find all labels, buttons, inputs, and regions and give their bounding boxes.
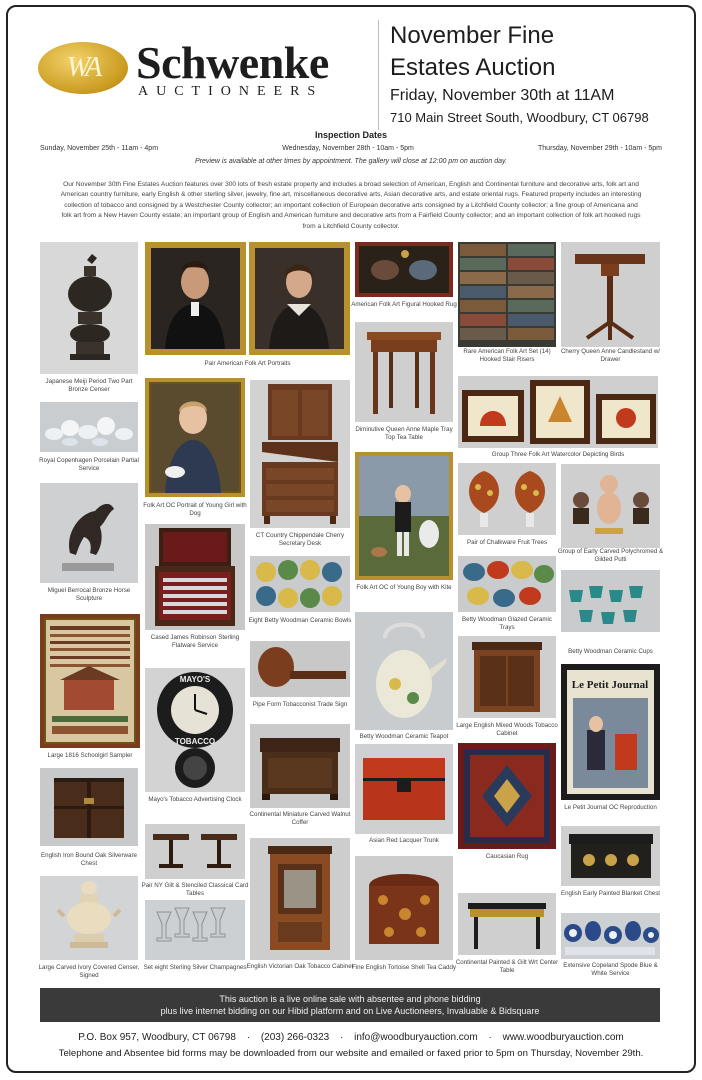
lot-caption: Group Three Folk Art Watercolor Depicting Birds	[491, 451, 625, 458]
lot-sampler	[40, 614, 140, 759]
lot-fruit-trees	[458, 463, 556, 546]
lot-caption: Large English Mixed Woods Tobacco Cabinet	[456, 722, 558, 737]
candlestand-photo	[561, 242, 660, 347]
cups-photo	[561, 570, 660, 632]
lot-putti	[557, 464, 664, 563]
lot-caption: English Victorian Oak Tobacco Cabinet	[246, 963, 354, 970]
auction-date: Friday, November 30th at 11AM	[390, 87, 615, 104]
lot-caption: Folk Art OC Portrait of Young Girl with Dog	[143, 502, 247, 517]
inspection-date: Thursday, November 29th - 10am - 5pm	[538, 145, 662, 152]
lot-teapot	[355, 612, 453, 740]
spode-photo	[561, 913, 660, 959]
tea-caddy-photo	[355, 856, 453, 960]
boy-portrait-photo	[355, 452, 453, 580]
petit-journal-photo	[561, 664, 660, 800]
lot-silverware-chest	[40, 768, 138, 867]
inspection-title: Inspection Dates	[314, 130, 388, 140]
lot-desk	[250, 380, 350, 547]
absentee-note: Telephone and Absentee bid forms may be downloaded from our website and emailed or faxed prior to 5pm on Thursday, November 29th.	[58, 1048, 644, 1059]
lot-caption: Continental Miniature Carved Walnut Coffer	[249, 811, 351, 826]
lot-petit-journal	[561, 664, 660, 811]
lot-caption: Large 1816 Schoolgirl Sampler	[47, 752, 133, 759]
lot-lacquer-trunk	[355, 744, 453, 844]
lot-caption: Fine English Tortoise Shell Tea Caddy	[352, 964, 456, 971]
lot-caption: Eight Betty Woodman Ceramic Bowls	[248, 617, 352, 624]
lot-caption: Betty Woodman Glazed Ceramic Trays	[462, 616, 552, 631]
logo-text: WA	[66, 52, 100, 83]
glazed-trays-photo	[458, 556, 556, 612]
lot-caption: Royal Copenhagen Porcelain Partial Service	[39, 457, 139, 472]
center-table-photo	[458, 893, 556, 955]
lot-tobacco-cabinet-2	[246, 838, 354, 970]
ceramic-bowls-photo	[250, 556, 350, 612]
tobacco-cabinet-2-photo	[250, 838, 350, 960]
caucasian-rug-photo	[458, 743, 556, 849]
lot-glazed-trays	[458, 556, 556, 631]
silverware-chest-photo	[40, 768, 138, 846]
girl-portrait-photo	[145, 378, 245, 497]
chest-walnut-photo	[250, 724, 350, 808]
desk-photo	[250, 380, 350, 528]
lot-caption: Betty Woodman Ceramic Cups	[568, 648, 653, 655]
flatware-photo	[145, 524, 245, 630]
lot-painted-chest	[560, 826, 661, 897]
brand-subtitle: AUCTIONEERS	[138, 84, 324, 99]
fruit-trees-photo	[458, 463, 556, 535]
hooked-rug-photo	[355, 242, 453, 297]
lot-candlestand	[560, 242, 661, 363]
journal-masthead: Le Petit Journal	[571, 679, 649, 691]
auction-logo	[38, 42, 128, 94]
inspection-dates	[40, 145, 662, 152]
lot-hooked-rug	[351, 242, 457, 308]
lot-caption: Rare American Folk Art Set (14) Hooked Stair Risers	[463, 348, 551, 363]
painted-chest-photo	[561, 826, 660, 886]
pipe-sign-photo	[250, 641, 350, 697]
lot-caption: Cherry Queen Anne Candlestand w/ Drawer	[560, 348, 661, 363]
champagnes-photo	[145, 900, 245, 960]
portraits-photo	[145, 242, 350, 355]
clock-face-text: MAYO'S	[179, 675, 211, 684]
lot-caption: Mayo's Tobacco Advertising Clock	[148, 796, 242, 803]
lot-caption: Group of Early Carved Polychromed & Gilded Putti	[557, 548, 664, 563]
teapot-photo	[355, 612, 453, 730]
lot-girl-portrait	[143, 378, 247, 517]
phone-number[interactable]: (203) 266-0323	[260, 1032, 330, 1043]
lot-card-tables	[141, 824, 249, 897]
clock-brand-text: TOBACCO	[174, 737, 216, 746]
lot-portraits	[145, 242, 350, 367]
lot-caption: Pipe Form Tobacconist Trade Sign	[252, 701, 348, 708]
lot-stair-risers	[458, 242, 556, 363]
putti-photo	[561, 464, 660, 548]
censer-photo	[40, 242, 138, 374]
lot-flatware	[145, 524, 245, 649]
clock-photo	[145, 668, 245, 792]
lot-censer	[40, 242, 138, 393]
separator: ·	[246, 1032, 251, 1043]
preview-note: Preview is available at other times by appointment. The gallery will close at 12:00 pm on auction day.	[195, 158, 507, 165]
card-tables-photo	[145, 824, 245, 879]
lot-tea-caddy	[352, 856, 456, 971]
lot-ivory-censer	[38, 876, 140, 979]
lot-caption: English Iron Bound Oak Silverware Chest	[41, 852, 137, 867]
brand-name: Schwenke	[136, 37, 329, 88]
intro-paragraph: Our November 30th Fine Estates Auction features over 300 lots of fresh estate property and includes a broad selection of American, English and Continental furniture and decorative arts, folk art and American country furniture, early English & other sterling silver, jewelry, fine art, miscellaneous decorative arts, Asian decorative arts, and estate oriental rugs. Featured property includes an interesting collection of tobacco and consigned by a Westchester County collector; an important collection of European decorative arts consigned by a Litchfield County collector; a fine group of Americana and folk art from a New Haven County estate; an important group of English and American furniture and decorative arts from a Fairfield County collector; and an important collection of folk art hooked rugs from a Litchfield County collector.	[60, 181, 642, 230]
stair-risers-photo	[458, 242, 556, 347]
lot-spode	[561, 913, 660, 977]
lot-tea-table	[355, 322, 453, 441]
lot-caption: Pair American Folk Art Portraits	[204, 360, 291, 367]
contact-line	[0, 1032, 702, 1043]
lot-caption: Diminutive Queen Anne Maple Tray Top Tea Table	[355, 426, 453, 441]
inspection-date: Wednesday, November 28th - 10am - 5pm	[282, 145, 414, 152]
lot-caption: Betty Woodman Ceramic Teapot	[359, 733, 449, 740]
banner-line: plus live internet bidding on our Hibid platform and on Live Auctioneers, Invaluable & Bidsquare	[160, 1006, 540, 1016]
lot-boy-portrait	[355, 452, 453, 591]
lot-caption: American Folk Art Figural Hooked Rug	[351, 301, 457, 308]
lot-caption: English Early Painted Blanket Chest	[560, 890, 661, 897]
lot-caption: Folk Art OC of Young Boy with Kite	[356, 584, 452, 591]
sampler-photo	[40, 614, 140, 748]
ivory-censer-photo	[40, 876, 138, 960]
lot-caption: Set eight Sterling Silver Champagnes	[143, 964, 247, 971]
tea-table-photo	[355, 322, 453, 422]
lot-horse	[40, 483, 138, 602]
lot-chest-walnut	[249, 724, 351, 826]
lot-porcelain	[39, 402, 139, 472]
auction-address: 710 Main Street South, Woodbury, CT 06798	[390, 110, 649, 125]
lot-caption: Large Carved Ivory Covered Censer, Signed	[38, 964, 140, 979]
lot-caption: Asian Red Lacquer Trunk	[369, 837, 439, 844]
lot-cups	[561, 570, 660, 655]
separator: ·	[340, 1032, 344, 1043]
horse-photo	[40, 483, 138, 583]
auction-title-line2: Estates Auction	[390, 54, 556, 81]
lot-caption: Japanese Meiji Period Two Part Bronze Censer	[45, 378, 133, 393]
lacquer-trunk-photo	[355, 744, 453, 834]
lot-caption: Cased James Robinson Sterling Flatware Service	[150, 634, 240, 649]
lot-caucasian-rug	[458, 743, 556, 860]
lot-folk-boxes	[458, 376, 658, 458]
banner-line: This auction is a live online sale with absentee and phone bidding	[219, 994, 481, 1004]
lot-caption: Pair NY Gilt & Stenciled Classical Card Tables	[141, 882, 249, 897]
po-box: P.O. Box 957, Woodbury, CT 06798	[78, 1032, 236, 1043]
inspection-date: Sunday, November 25th - 11am - 4pm	[40, 145, 159, 152]
lot-caption: Miguel Berrocal Bronze Horse Sculpture	[47, 587, 131, 602]
folk-boxes-photo	[458, 376, 658, 448]
lot-ceramic-bowls	[248, 556, 352, 624]
porcelain-photo	[40, 402, 138, 452]
lot-tobacco-cabinet	[456, 636, 558, 737]
email-link[interactable]: info@woodburyauction.com	[354, 1032, 478, 1043]
lot-champagnes	[143, 900, 247, 971]
lot-caption: CT Country Chippendale Cherry Secretary Desk	[255, 532, 345, 547]
lot-center-table	[455, 893, 559, 974]
header-divider	[378, 20, 379, 130]
auction-title-line1: November Fine	[390, 22, 555, 49]
lot-clock	[145, 668, 245, 803]
lot-pipe-sign	[250, 641, 350, 708]
lot-caption: Continental Painted & Gilt Wrt Center Table	[455, 959, 559, 974]
tobacco-cabinet-photo	[458, 636, 556, 718]
lot-caption: Pair of Chalkware Fruit Trees	[466, 539, 548, 546]
lot-caption: Caucasian Rug	[485, 853, 529, 860]
lot-caption: Extensive Copeland Spode Blue & White Service	[563, 962, 658, 977]
online-bidding-banner	[40, 988, 660, 1022]
separator: ·	[488, 1032, 492, 1043]
website-link[interactable]: www.woodburyauction.com	[502, 1032, 624, 1043]
lot-caption: Le Petit Journal OC Reproduction	[564, 804, 657, 811]
